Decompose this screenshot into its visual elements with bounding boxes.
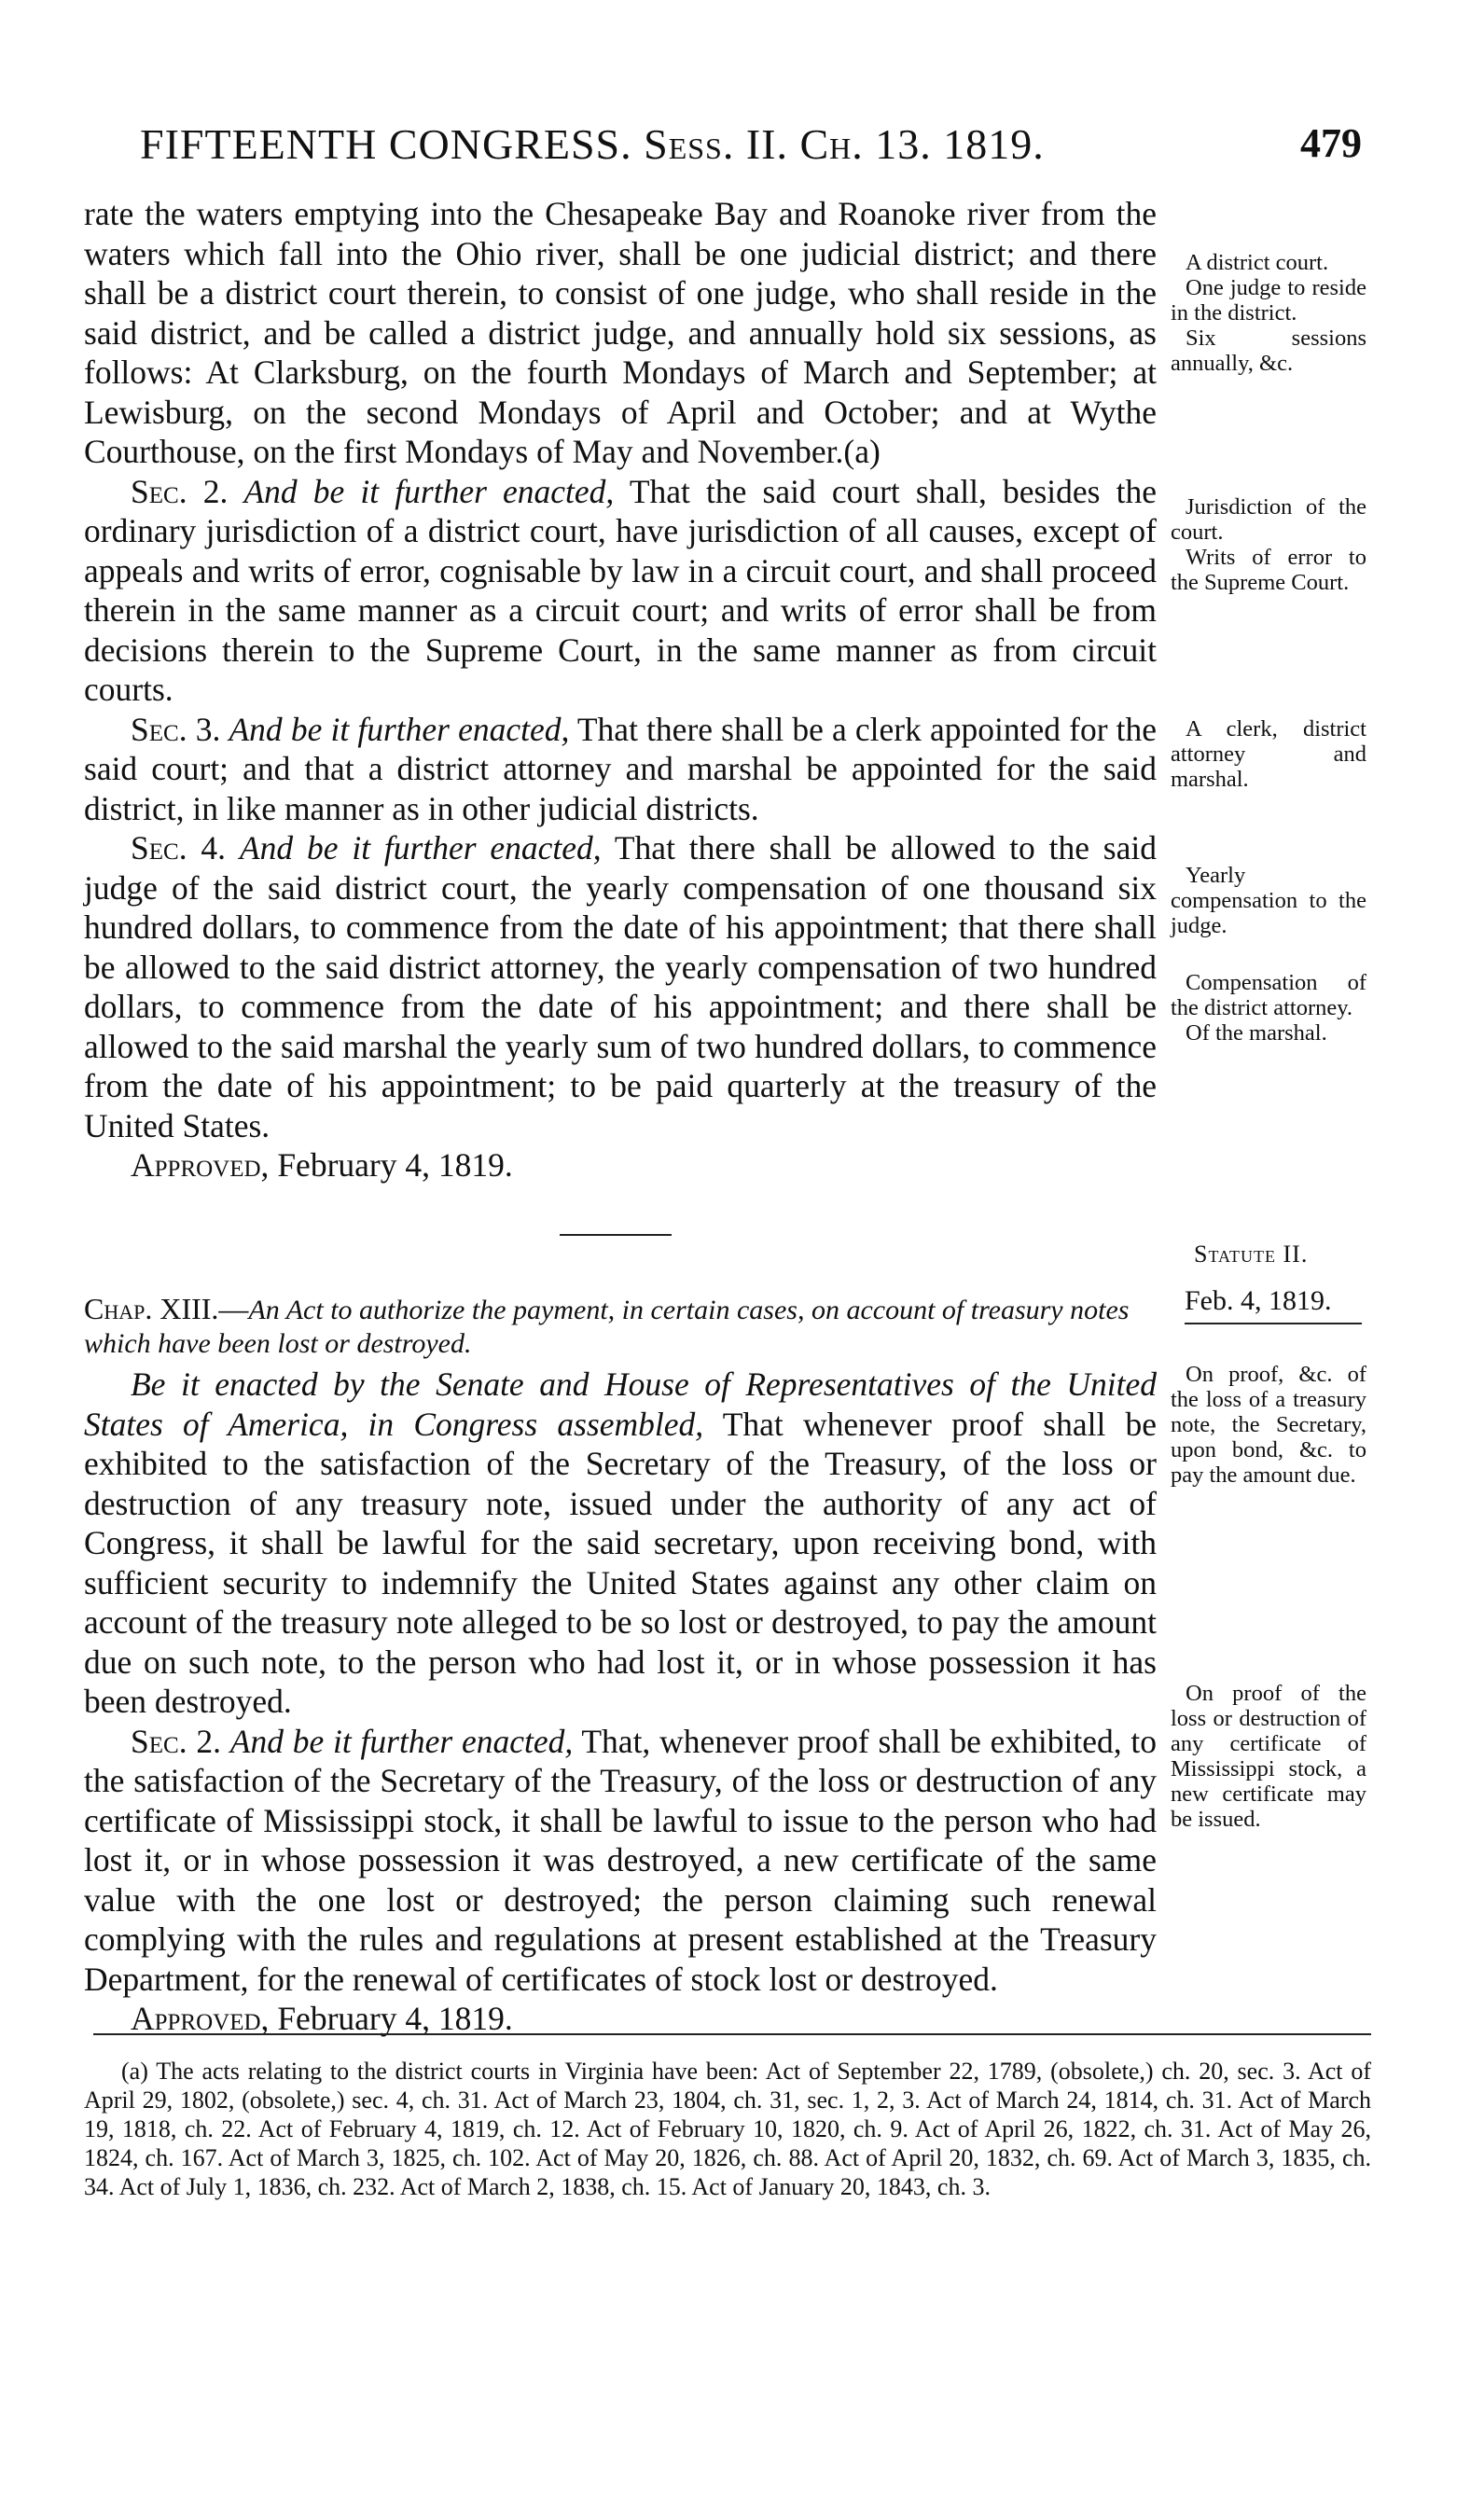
section-4-label: Sec. 4. [131, 829, 227, 866]
chap-section-1-text: That whenever proof shall be exhibited to the satisfaction of the Secretary of the Treasury, of the loss or destruction of any treasury note, issued under the authority of any act of Congress, it shall be lawful for the said secretary, upon receiving bond, with sufficient security to indemnify the United States against any other claim on account of the treasury note alleged to be so lost or destroyed, to pay the amount due on such note, to the person who had lost it, or in whose possession it has been destroyed. [84, 1405, 1158, 1720]
running-head [140, 119, 1362, 175]
margin-note-treasury-note [1171, 1362, 1366, 1488]
chap-section-2-label: Sec. 2. [131, 1722, 221, 1760]
approved-label-1: Approved, [131, 1146, 270, 1184]
chap-section-1 [84, 1365, 1157, 1722]
margin-note-line: On proof of the loss or destruction of any certificate of Mississippi stock, a new certificate may be issued. [1171, 1681, 1366, 1832]
section-4-enacting: And be it further enacted, [239, 829, 602, 866]
margin-note-line: A clerk, district attorney and marshal. [1171, 716, 1366, 792]
section-1-text: rate the waters emptying into the Chesapeake Bay and Roanoke river from the waters which fall into the Ohio river, shall be one judicial district; and there shall be a district court therein, to consist of one judge, who shall reside in the said district, and be called a district judge, and annually hold six sessions, as follows: At Clarksburg, on the fourth Mondays of March and September; at Lewisburg, on the second Mondays of April and October; and at Wythe Courthouse, on the first Mondays of May and November.(a) [84, 195, 1157, 470]
chapter-label: Chap. XIII.— [84, 1292, 249, 1325]
section-divider [560, 1234, 672, 1236]
chap-section-2-text: That, whenever proof shall be exhibited, to the satisfaction of the Secretary of the Treasury, of the loss or destruction of any certificate of Mississippi stock, it shall be lawful to issue to the person who had lost it, or in whose possession it was destroyed, a new certificate of the same value with the one lost or destroyed; the person claiming such renewal complying with the rules and regulations at present established at the Treasury Department, for the renewal of certificates of stock lost or destroyed. [84, 1722, 1158, 1998]
margin-note-line: Yearly compensation to the judge. [1171, 863, 1366, 938]
margin-note-jurisdiction [1171, 494, 1366, 595]
margin-note-line: Compensation of the district attorney. [1171, 970, 1366, 1020]
margin-note-line: On proof, &c. of the loss of a treasury note, the Secretary, upon bond, &c. to pay the amount due. [1171, 1362, 1366, 1488]
chap-section-2 [84, 1722, 1157, 2000]
section-2 [84, 472, 1157, 710]
section-3-enacting: And be it further enacted, [229, 710, 570, 748]
chapter-xiii-body [84, 1365, 1157, 2039]
chapter-title: An Act to authorize the payment, in certain cases, on account of treasury notes which have been lost or destroyed. [84, 1295, 1130, 1359]
chap-section-1-enacting: Be it enacted by the Senate and House of Representatives of the United States of America, in Congress assembled, [84, 1365, 1157, 1443]
footnote: (a) The acts relating to the district courts in Virginia have been: Act of September 22, 1789, (obsolete,) ch. 20, sec. 3. Act of April 29, 1802, (obsolete,) sec. 4, ch. 31. Act of March 23, 1804, ch. 31, sec. 1, 2, 3. Act of March 24, 1814, ch. 31. Act of March 19, 1818, ch. 22. Act of February 4, 1819, ch. 12. Act of February 10, 1820, ch. 9. Act of April 26, 1822, ch. 31. Act of May 26, 1824, ch. 167. Act of March 3, 1825, ch. 102. Act of May 20, 1826, ch. 88. Act of April 20, 1832, ch. 69. Act of March 3, 1835, ch. 34. Act of July 1, 1836, ch. 232. Act of March 2, 1838, ch. 15. Act of January 20, 1843, ch. 3. [84, 2058, 1371, 2200]
section-4-text: That there shall be allowed to the said judge of the said district court, the yearly compensation of one thousand six hundred dollars, to commence from the date of his appointment; that there shall be allowed to the said district attorney, the yearly compensation of two hundred dollars, to commence from the date of his appointment; and there shall be allowed to the said marshal the yearly sum of two hundred dollars, to commence from the date of his appointment; to be paid quarterly at the treasury of the United States. [84, 829, 1157, 1144]
approved-date-2: February 4, 1819. [277, 2000, 513, 2037]
margin-note-line: Writs of error to the Supreme Court. [1171, 545, 1366, 595]
act-continued [84, 194, 1157, 1185]
margin-note-attorney-compensation [1171, 970, 1366, 1046]
margin-note-clerk [1171, 716, 1366, 792]
approved-label-2: Approved, [131, 2000, 270, 2037]
statute-date: Feb. 4, 1819. [1185, 1285, 1362, 1324]
margin-note-district-court [1171, 250, 1366, 376]
chapter-heading [84, 1292, 1157, 1361]
margin-note-line: Of the marshal. [1186, 1020, 1327, 1046]
section-3-text: That there shall be a clerk appointed for the said court; and that a district attorney and marshal be appointed for the said district, in like manner as in other judicial districts. [84, 710, 1158, 827]
margin-note-mississippi-stock [1171, 1681, 1366, 1832]
statute-label: Statute II. [1194, 1241, 1309, 1268]
session-chapter: Sess. II. Ch. 13. [644, 120, 932, 168]
chap-section-2-enacting: And be it further enacted, [229, 1722, 574, 1760]
margin-note-line: Jurisdiction of the court. [1171, 494, 1366, 545]
running-head-title [140, 119, 1045, 169]
approved-line-1 [84, 1145, 1157, 1185]
page-number: 479 [1300, 120, 1362, 166]
approved-date-1: February 4, 1819. [277, 1146, 513, 1184]
section-2-label: Sec. 2. [131, 472, 229, 510]
section-4 [84, 828, 1157, 1145]
margin-note-line: A district court. [1186, 250, 1329, 275]
margin-note-line: One judge to reside in the district. [1171, 275, 1366, 326]
section-3 [84, 710, 1157, 829]
margin-note-line: Six sessions annually, &c. [1171, 326, 1366, 376]
section-3-label: Sec. 3. [131, 710, 221, 748]
section-2-enacting: And be it further enacted, [243, 472, 615, 510]
header-year: 1819. [943, 120, 1045, 168]
footnote-rule [93, 2033, 1371, 2035]
congress-title: FIFTEENTH CONGRESS. [140, 120, 632, 168]
margin-note-judge-compensation [1171, 863, 1366, 938]
section-2-text: That the said court shall, besides the ordinary jurisdiction of a district court, have jurisdiction of all causes, except of appeals and writs of error, cognisable by law in a circuit court, and shall proceed therein in the same manner as a circuit court; and writs of error shall be from decisions therein to the Supreme Court, in the same manner as from circuit courts. [84, 472, 1157, 708]
